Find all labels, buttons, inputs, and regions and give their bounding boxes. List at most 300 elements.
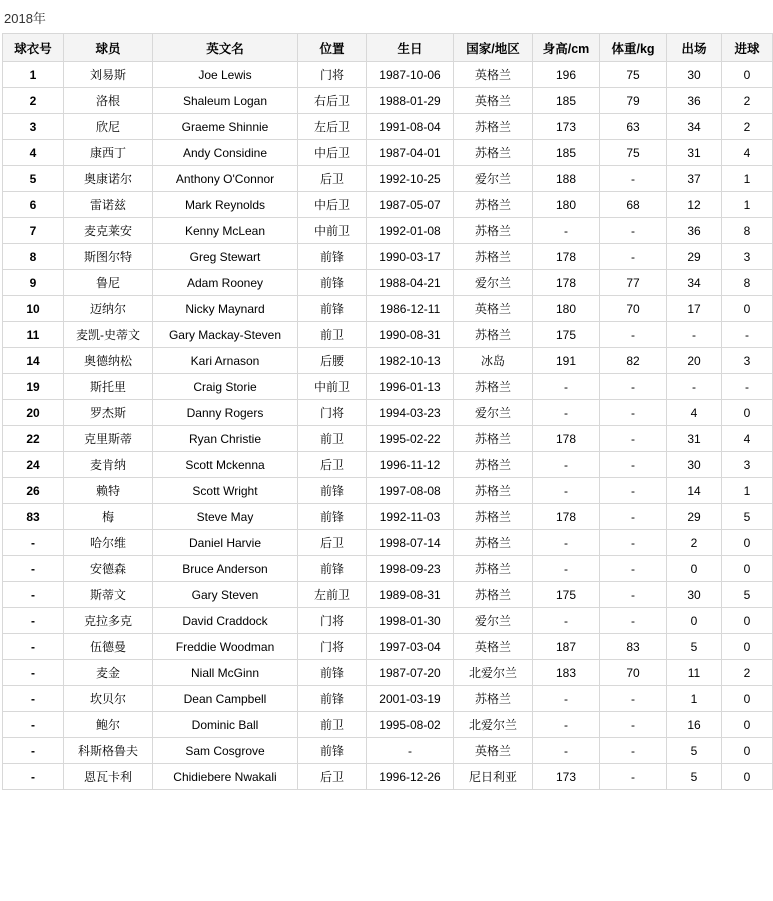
cell-name: 鲍尔 [64, 712, 153, 738]
cell-ename: Gary Steven [153, 582, 298, 608]
cell-pos: 中后卫 [298, 192, 367, 218]
cell-country: 苏格兰 [454, 556, 533, 582]
cell-weight: - [600, 322, 667, 348]
cell-apps: 11 [667, 660, 722, 686]
cell-name: 洛根 [64, 88, 153, 114]
table-row [3, 712, 773, 738]
cell-height: 180 [533, 192, 600, 218]
cell-country: 苏格兰 [454, 530, 533, 556]
cell-pos: 中前卫 [298, 218, 367, 244]
cell-bday: 1997-08-08 [367, 478, 454, 504]
cell-apps: 36 [667, 218, 722, 244]
cell-pos: 门将 [298, 608, 367, 634]
cell-height: 178 [533, 270, 600, 296]
cell-weight: 68 [600, 192, 667, 218]
cell-apps: 14 [667, 478, 722, 504]
cell-ename: Graeme Shinnie [153, 114, 298, 140]
cell-num: 4 [3, 140, 64, 166]
cell-height: - [533, 478, 600, 504]
cell-name: 斯蒂文 [64, 582, 153, 608]
table-row [3, 88, 773, 114]
cell-height: 180 [533, 296, 600, 322]
cell-weight: 83 [600, 634, 667, 660]
cell-pos: 左前卫 [298, 582, 367, 608]
cell-height: 178 [533, 244, 600, 270]
table-row [3, 452, 773, 478]
cell-ename: Shaleum Logan [153, 88, 298, 114]
cell-ename: Danny Rogers [153, 400, 298, 426]
cell-height: 191 [533, 348, 600, 374]
cell-pos: 右后卫 [298, 88, 367, 114]
cell-name: 梅 [64, 504, 153, 530]
cell-goals: 3 [722, 348, 773, 374]
cell-name: 鲁尼 [64, 270, 153, 296]
cell-weight: - [600, 764, 667, 790]
cell-num: 3 [3, 114, 64, 140]
cell-name: 克里斯蒂 [64, 426, 153, 452]
cell-ename: Bruce Anderson [153, 556, 298, 582]
cell-name: 罗杰斯 [64, 400, 153, 426]
cell-weight: - [600, 244, 667, 270]
cell-country: 爱尔兰 [454, 608, 533, 634]
cell-country: 尼日利亚 [454, 764, 533, 790]
cell-name: 麦凯-史蒂文 [64, 322, 153, 348]
cell-height: - [533, 218, 600, 244]
cell-goals: 0 [722, 62, 773, 88]
table-row [3, 478, 773, 504]
cell-height: 173 [533, 114, 600, 140]
cell-pos: 前卫 [298, 712, 367, 738]
cell-name: 克拉多克 [64, 608, 153, 634]
cell-pos: 前锋 [298, 244, 367, 270]
cell-country: 英格兰 [454, 88, 533, 114]
cell-num: 26 [3, 478, 64, 504]
cell-bday: 1991-08-04 [367, 114, 454, 140]
cell-ename: Gary Mackay-Steven [153, 322, 298, 348]
cell-bday: - [367, 738, 454, 764]
cell-bday: 1986-12-11 [367, 296, 454, 322]
cell-ename: Kari Arnason [153, 348, 298, 374]
table-body [3, 62, 773, 790]
cell-bday: 1992-01-08 [367, 218, 454, 244]
cell-weight: - [600, 504, 667, 530]
cell-pos: 后卫 [298, 764, 367, 790]
cell-bday: 1987-04-01 [367, 140, 454, 166]
cell-weight: - [600, 582, 667, 608]
cell-height: - [533, 738, 600, 764]
table-row [3, 556, 773, 582]
table-row [3, 504, 773, 530]
cell-num: 24 [3, 452, 64, 478]
cell-ename: Kenny McLean [153, 218, 298, 244]
cell-pos: 门将 [298, 634, 367, 660]
cell-name: 麦克莱安 [64, 218, 153, 244]
cell-name: 伍德曼 [64, 634, 153, 660]
cell-weight: 75 [600, 140, 667, 166]
table-row [3, 686, 773, 712]
cell-bday: 1988-04-21 [367, 270, 454, 296]
column-header-goals: 进球 [722, 34, 773, 62]
cell-ename: Greg Stewart [153, 244, 298, 270]
cell-num: - [3, 582, 64, 608]
cell-name: 斯图尔特 [64, 244, 153, 270]
cell-ename: David Craddock [153, 608, 298, 634]
cell-apps: 5 [667, 634, 722, 660]
table-row [3, 62, 773, 88]
table-row [3, 270, 773, 296]
cell-num: 9 [3, 270, 64, 296]
cell-name: 刘易斯 [64, 62, 153, 88]
cell-height: 188 [533, 166, 600, 192]
cell-height: 183 [533, 660, 600, 686]
table-row [3, 296, 773, 322]
cell-bday: 1995-02-22 [367, 426, 454, 452]
cell-bday: 1998-01-30 [367, 608, 454, 634]
cell-country: 爱尔兰 [454, 400, 533, 426]
cell-apps: 4 [667, 400, 722, 426]
column-header-shirt-number: 球衣号 [3, 34, 64, 62]
cell-country: 苏格兰 [454, 244, 533, 270]
table-row [3, 348, 773, 374]
cell-pos: 中后卫 [298, 140, 367, 166]
cell-bday: 1989-08-31 [367, 582, 454, 608]
cell-apps: 30 [667, 582, 722, 608]
cell-apps: 34 [667, 114, 722, 140]
cell-name: 麦金 [64, 660, 153, 686]
cell-pos: 前卫 [298, 322, 367, 348]
cell-goals: 2 [722, 660, 773, 686]
cell-num: - [3, 530, 64, 556]
cell-weight: 75 [600, 62, 667, 88]
cell-bday: 1992-11-03 [367, 504, 454, 530]
cell-goals: 0 [722, 738, 773, 764]
header-row [3, 34, 773, 62]
cell-pos: 中前卫 [298, 374, 367, 400]
cell-weight: 77 [600, 270, 667, 296]
cell-country: 苏格兰 [454, 582, 533, 608]
cell-goals: 0 [722, 686, 773, 712]
cell-goals: 1 [722, 192, 773, 218]
cell-num: 11 [3, 322, 64, 348]
cell-ename: Adam Rooney [153, 270, 298, 296]
cell-weight: - [600, 478, 667, 504]
cell-name: 迈纳尔 [64, 296, 153, 322]
cell-ename: Nicky Maynard [153, 296, 298, 322]
cell-weight: - [600, 556, 667, 582]
cell-country: 苏格兰 [454, 452, 533, 478]
cell-height: 196 [533, 62, 600, 88]
cell-country: 苏格兰 [454, 426, 533, 452]
cell-pos: 左后卫 [298, 114, 367, 140]
cell-pos: 门将 [298, 62, 367, 88]
cell-apps: 31 [667, 140, 722, 166]
table-row [3, 660, 773, 686]
cell-country: 冰岛 [454, 348, 533, 374]
cell-ename: Ryan Christie [153, 426, 298, 452]
cell-ename: Craig Storie [153, 374, 298, 400]
cell-name: 雷诺兹 [64, 192, 153, 218]
cell-weight: - [600, 452, 667, 478]
cell-apps: 29 [667, 244, 722, 270]
table-row [3, 114, 773, 140]
cell-weight: 82 [600, 348, 667, 374]
cell-country: 苏格兰 [454, 192, 533, 218]
cell-country: 苏格兰 [454, 504, 533, 530]
cell-pos: 前锋 [298, 660, 367, 686]
cell-num: 22 [3, 426, 64, 452]
cell-goals: 4 [722, 140, 773, 166]
table-row [3, 140, 773, 166]
cell-num: 20 [3, 400, 64, 426]
cell-name: 奥德纳松 [64, 348, 153, 374]
cell-name: 安德森 [64, 556, 153, 582]
cell-goals: 5 [722, 582, 773, 608]
cell-ename: Joe Lewis [153, 62, 298, 88]
cell-num: 7 [3, 218, 64, 244]
cell-goals: - [722, 322, 773, 348]
cell-goals: 0 [722, 608, 773, 634]
cell-bday: 1996-11-12 [367, 452, 454, 478]
cell-country: 苏格兰 [454, 218, 533, 244]
cell-height: - [533, 556, 600, 582]
cell-weight: - [600, 686, 667, 712]
cell-height: 185 [533, 140, 600, 166]
cell-country: 苏格兰 [454, 140, 533, 166]
cell-weight: - [600, 712, 667, 738]
cell-num: - [3, 712, 64, 738]
cell-bday: 1990-08-31 [367, 322, 454, 348]
table-row [3, 244, 773, 270]
cell-num: - [3, 634, 64, 660]
table-row [3, 582, 773, 608]
cell-country: 英格兰 [454, 738, 533, 764]
cell-country: 北爱尔兰 [454, 712, 533, 738]
cell-height: 187 [533, 634, 600, 660]
cell-apps: 2 [667, 530, 722, 556]
cell-bday: 1987-05-07 [367, 192, 454, 218]
cell-apps: 34 [667, 270, 722, 296]
cell-goals: 3 [722, 452, 773, 478]
cell-num: 83 [3, 504, 64, 530]
cell-name: 赖特 [64, 478, 153, 504]
cell-apps: 1 [667, 686, 722, 712]
cell-pos: 前锋 [298, 270, 367, 296]
cell-goals: 0 [722, 764, 773, 790]
cell-weight: - [600, 608, 667, 634]
cell-weight: - [600, 218, 667, 244]
cell-height: - [533, 374, 600, 400]
cell-pos: 后卫 [298, 452, 367, 478]
cell-bday: 1998-07-14 [367, 530, 454, 556]
cell-apps: - [667, 322, 722, 348]
cell-weight: - [600, 738, 667, 764]
cell-num: 14 [3, 348, 64, 374]
cell-goals: 8 [722, 270, 773, 296]
cell-name: 康西丁 [64, 140, 153, 166]
cell-bday: 1998-09-23 [367, 556, 454, 582]
cell-pos: 前卫 [298, 426, 367, 452]
cell-bday: 1997-03-04 [367, 634, 454, 660]
cell-goals: 8 [722, 218, 773, 244]
cell-num: 19 [3, 374, 64, 400]
cell-num: 2 [3, 88, 64, 114]
cell-apps: 0 [667, 556, 722, 582]
cell-num: 10 [3, 296, 64, 322]
cell-num: - [3, 764, 64, 790]
cell-apps: 29 [667, 504, 722, 530]
column-header-country: 国家/地区 [454, 34, 533, 62]
cell-goals: 4 [722, 426, 773, 452]
cell-ename: Scott Mckenna [153, 452, 298, 478]
table-row [3, 764, 773, 790]
cell-goals: - [722, 374, 773, 400]
cell-goals: 2 [722, 88, 773, 114]
cell-height: 178 [533, 426, 600, 452]
table-row [3, 218, 773, 244]
table-header [3, 34, 773, 62]
cell-bday: 1995-08-02 [367, 712, 454, 738]
cell-apps: 30 [667, 62, 722, 88]
cell-apps: 12 [667, 192, 722, 218]
cell-weight: 70 [600, 660, 667, 686]
cell-num: - [3, 738, 64, 764]
cell-goals: 0 [722, 712, 773, 738]
cell-bday: 1987-10-06 [367, 62, 454, 88]
cell-bday: 1982-10-13 [367, 348, 454, 374]
cell-num: 8 [3, 244, 64, 270]
cell-name: 科斯格鲁夫 [64, 738, 153, 764]
cell-pos: 后卫 [298, 166, 367, 192]
cell-goals: 0 [722, 634, 773, 660]
cell-country: 苏格兰 [454, 322, 533, 348]
cell-height: 175 [533, 322, 600, 348]
cell-num: 5 [3, 166, 64, 192]
cell-height: 178 [533, 504, 600, 530]
column-header-english-name: 英文名 [153, 34, 298, 62]
cell-ename: Mark Reynolds [153, 192, 298, 218]
cell-bday: 1996-01-13 [367, 374, 454, 400]
cell-pos: 后腰 [298, 348, 367, 374]
cell-ename: Dominic Ball [153, 712, 298, 738]
cell-apps: 20 [667, 348, 722, 374]
cell-weight: 79 [600, 88, 667, 114]
cell-country: 苏格兰 [454, 686, 533, 712]
cell-apps: 0 [667, 608, 722, 634]
cell-apps: 5 [667, 738, 722, 764]
cell-height: 175 [533, 582, 600, 608]
cell-name: 麦肯纳 [64, 452, 153, 478]
cell-name: 欣尼 [64, 114, 153, 140]
cell-ename: Niall McGinn [153, 660, 298, 686]
cell-pos: 前锋 [298, 296, 367, 322]
cell-bday: 2001-03-19 [367, 686, 454, 712]
table-row [3, 166, 773, 192]
cell-apps: 30 [667, 452, 722, 478]
cell-height: 173 [533, 764, 600, 790]
cell-num: - [3, 660, 64, 686]
cell-bday: 1987-07-20 [367, 660, 454, 686]
table-row [3, 322, 773, 348]
cell-ename: Freddie Woodman [153, 634, 298, 660]
cell-country: 北爱尔兰 [454, 660, 533, 686]
cell-country: 英格兰 [454, 62, 533, 88]
column-header-birthday: 生日 [367, 34, 454, 62]
cell-height: - [533, 530, 600, 556]
table-row [3, 738, 773, 764]
cell-country: 苏格兰 [454, 114, 533, 140]
cell-name: 恩瓦卡利 [64, 764, 153, 790]
cell-name: 坎贝尔 [64, 686, 153, 712]
cell-ename: Sam Cosgrove [153, 738, 298, 764]
cell-apps: 37 [667, 166, 722, 192]
cell-weight: - [600, 374, 667, 400]
cell-pos: 前锋 [298, 686, 367, 712]
table-row [3, 426, 773, 452]
column-header-appearances: 出场 [667, 34, 722, 62]
cell-bday: 1992-10-25 [367, 166, 454, 192]
cell-pos: 前锋 [298, 478, 367, 504]
cell-height: - [533, 712, 600, 738]
cell-bday: 1994-03-23 [367, 400, 454, 426]
cell-height: - [533, 452, 600, 478]
cell-country: 爱尔兰 [454, 270, 533, 296]
cell-country: 苏格兰 [454, 374, 533, 400]
page-title: 2018年 [4, 11, 46, 26]
cell-ename: Daniel Harvie [153, 530, 298, 556]
table-row [3, 374, 773, 400]
cell-goals: 2 [722, 114, 773, 140]
cell-num: - [3, 556, 64, 582]
cell-ename: Andy Considine [153, 140, 298, 166]
cell-goals: 0 [722, 400, 773, 426]
cell-weight: 70 [600, 296, 667, 322]
cell-country: 爱尔兰 [454, 166, 533, 192]
cell-goals: 3 [722, 244, 773, 270]
column-header-height: 身高/cm [533, 34, 600, 62]
cell-ename: Chidiebere Nwakali [153, 764, 298, 790]
cell-country: 英格兰 [454, 634, 533, 660]
cell-apps: 31 [667, 426, 722, 452]
cell-ename: Scott Wright [153, 478, 298, 504]
cell-pos: 前锋 [298, 738, 367, 764]
table-row [3, 192, 773, 218]
cell-bday: 1988-01-29 [367, 88, 454, 114]
column-header-player: 球员 [64, 34, 153, 62]
cell-bday: 1996-12-26 [367, 764, 454, 790]
cell-apps: 36 [667, 88, 722, 114]
cell-name: 奥康诺尔 [64, 166, 153, 192]
cell-apps: 16 [667, 712, 722, 738]
table-row [3, 400, 773, 426]
table-row [3, 634, 773, 660]
cell-ename: Dean Campbell [153, 686, 298, 712]
cell-goals: 1 [722, 166, 773, 192]
cell-pos: 门将 [298, 400, 367, 426]
cell-ename: Anthony O'Connor [153, 166, 298, 192]
cell-height: 185 [533, 88, 600, 114]
cell-bday: 1990-03-17 [367, 244, 454, 270]
cell-num: 1 [3, 62, 64, 88]
cell-num: 6 [3, 192, 64, 218]
cell-goals: 5 [722, 504, 773, 530]
cell-apps: 5 [667, 764, 722, 790]
cell-pos: 前锋 [298, 504, 367, 530]
cell-weight: - [600, 400, 667, 426]
cell-weight: 63 [600, 114, 667, 140]
cell-name: 哈尔维 [64, 530, 153, 556]
table-row [3, 608, 773, 634]
cell-height: - [533, 608, 600, 634]
